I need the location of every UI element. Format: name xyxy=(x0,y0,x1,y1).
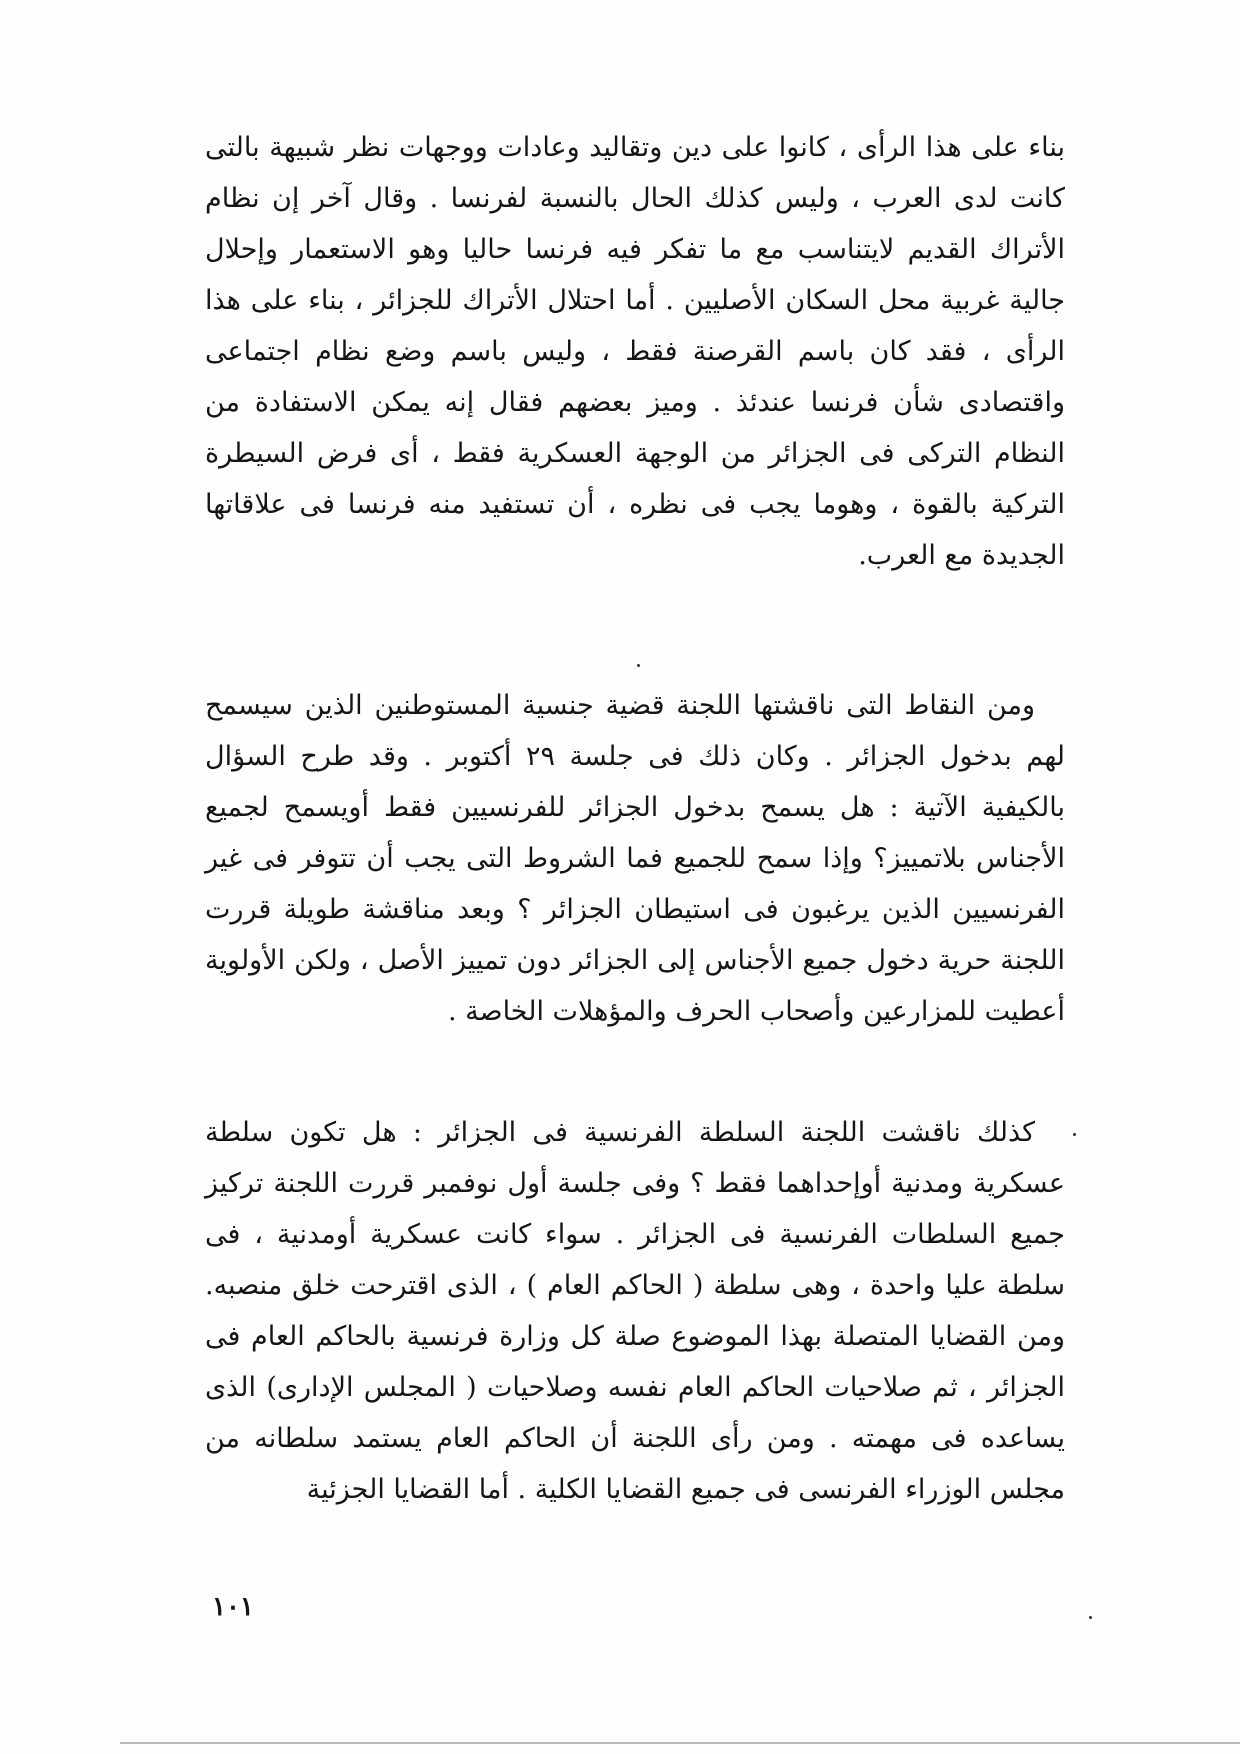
page-bottom-edge xyxy=(120,1742,1240,1744)
scan-speck xyxy=(1073,1133,1076,1136)
paragraph-3 xyxy=(205,1107,1065,1515)
page-number: ١٠١ xyxy=(212,1592,254,1622)
paragraph-text: بناء على هذا الرأى ، كانوا على دين وتقاليد وعادات ووجهات نظر شبيهة بالتى كانت لدى العرب ، وليس كذلك الحال بالنسبة لفرنسا . وقال آخر إن نظام الأتراك القديم لايتناسب مع ما تفكر فيه فرنسا حاليا وهو الاستعمار وإحلال جالية غربية محل السكان الأصليين . أما احتلال الأتراك للجزائر ، بناء على هذا الرأى ، فقد كان باسم القرصنة فقط ، وليس باسم وضع نظام اجتماعى واقتصادى شأن فرنسا عندئذ . وميز بعضهم فقال إنه يمكن الاستفادة من النظام التركى فى الجزائر من الوجهة العسكرية فقط ، أى فرض السيطرة التركية بالقوة ، وهوما يجب فى نظره ، أن تستفيد منه فرنسا فى علاقاتها الجديدة مع العرب. xyxy=(205,132,1065,571)
scan-speck xyxy=(637,664,640,667)
paragraph-text: كذلك ناقشت اللجنة السلطة الفرنسية فى الجزائر : هل تكون سلطة عسكرية ومدنية أوإحداهما فقط ؟ وفى جلسة أول نوفمبر قررت اللجنة تركيز جميع السلطات الفرنسية فى الجزائر . سواء كانت عسكرية أومدنية ، فى سلطة عليا واحدة ، وهى سلطة ( الحاكم العام ) ، الذى اقترحت خلق منصبه. ومن القضايا المتصلة بهذا الموضوع صلة كل وزارة فرنسية بالحاكم العام فى الجزائر ، ثم صلاحيات الحاكم العام نفسه وصلاحيات ( المجلس الإدارى) الذى يساعده فى مهمته . ومن رأى اللجنة أن الحاكم العام يستمد سلطانه من مجلس الوزراء الفرنسى فى جميع القضايا الكلية . أما القضايا الجزئية xyxy=(205,1117,1065,1505)
paragraph-1 xyxy=(205,122,1065,581)
paragraph-2 xyxy=(205,680,1065,1037)
paragraph-text: ومن النقاط التى ناقشتها اللجنة قضية جنسية المستوطنين الذين سيسمح لهم بدخول الجزائر . وكان ذلك فى جلسة ٢٩ أكتوبر . وقد طرح السؤال بالكيفية الآتية : هل يسمح بدخول الجزائر للفرنسيين فقط أويسمح لجميع الأجناس بلاتمييز؟ وإذا سمح للجميع فما الشروط التى يجب أن تتوفر فى غير الفرنسيين الذين يرغبون فى استيطان الجزائر ؟ وبعد مناقشة طويلة قررت اللجنة حرية دخول جميع الأجناس إلى الجزائر دون تمييز الأصل ، ولكن الأولوية أعطيت للمزارعين وأصحاب الحرف والمؤهلات الخاصة . xyxy=(205,690,1065,1027)
scan-speck xyxy=(1089,1616,1092,1619)
